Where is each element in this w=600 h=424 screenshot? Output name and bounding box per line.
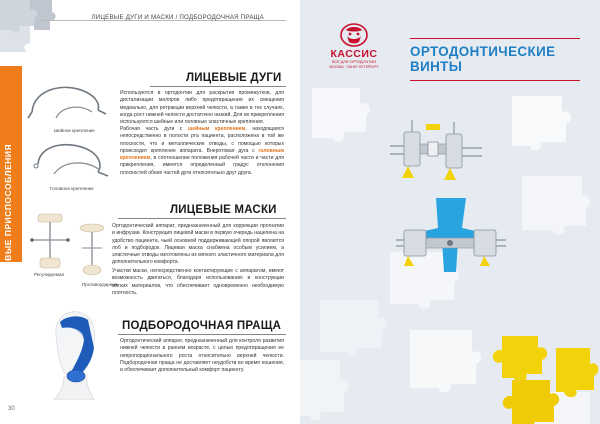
caption-headgear: Головное крепление [50,186,94,191]
face-bow-cervical-image [26,78,112,128]
face-bow-headgear-image [30,134,114,186]
logo-cities: МОСКВА · САНКТ-ПЕТЕРБУРГ [329,65,379,69]
page-number: 30 [8,406,15,412]
right-page [300,0,600,424]
yellow-puzzle-pieces [472,330,600,424]
title-rule [118,334,286,335]
logo-wordmark: КАССИС [330,48,378,60]
page-title [410,44,555,74]
page-title-line-1: ОРТОДОНТИЧЕСКИЕ [410,44,556,59]
face-masks-text-2: Участки маски, непосредственно контактирующие с аппаратом, имеют возможность двигаться, благодаря использованию в конструкции мягких материалов, что обеспечивает одновременно необходимую плотность. [112,268,284,296]
caption-adjustable: Регулируемая [34,272,65,277]
side-tab-label: ВНЕРОТОВЫЕ ПРИСПОСОБЛЕНИЯ [3,143,13,306]
page-title-line-2: ВИНТЫ [410,59,463,74]
title-top-rule [410,38,580,39]
section-title-chin-cup: ПОДБОРОДОЧНАЯ ПРАЩА [122,320,282,332]
face-masks-text-1: Ортодонтический аппарат, предназначенный для коррекции прогнатии и инфрузии. Конструкция лицевой маски в первую очередь нацелена на удобство пациента, чьей основной поддерживающей опорой являются лоб и подбородок. Лицевая маска снабжена особым усилием, а эластичные отводы изготовлены из мягкого эластичного материала для дополнительного комфорта. [112,223,284,266]
section-title-face-masks: ЛИЦЕВЫЕ МАСКИ [170,204,277,216]
face-mask-shockproof-image [76,222,108,278]
side-tab [0,66,22,306]
puzzle-corner-decoration [0,0,60,52]
expansion-screw-with-key-image [396,192,506,282]
kassis-logo [310,22,398,70]
face-mask-adjustable-image [28,212,72,272]
title-rule [150,86,286,87]
title-bottom-rule [410,80,580,81]
logo-emblem-icon [339,22,369,48]
face-bows-text-1: Используются в ортодонтии для раскрытия промежутков, для дистализации моляров либо предотвращения их смещения медиально, для ретракции верхней челюсти, а также в тех случаях, когда рост нижней челюсти достаточно низкий. Для их прикрепления используются шейные или головные эластичные крепления. [120,90,284,126]
expansion-screw-image [386,116,486,188]
caption-shockproof: Противоударная [82,282,118,287]
caption-cervical: Шейное крепление [54,128,95,133]
running-head: ЛИЦЕВЫЕ ДУГИ И МАСКИ / ПОДБОРОДОЧНАЯ ПРАЩА [91,14,264,21]
left-page [0,0,296,424]
chin-cup-text: Ортодонтический аппарат, предназначенный для контроля развития нижней челюсти в раннем возрасте, с целью предотвращения ее непропорционального роста относительно верхней челюсти. Подбородочная праща не доставляет неудобств во время ношения, и обеспечивает дополнительный комфорт пациенту. [120,338,284,374]
face-bows-text-2: Рабочая часть дуги с шейным креплением, находящаяся непосредственно в полости рта пациента, расположена в той же плоскости, что и металлические отводы, с помощью которых происходит крепление аппарата. Внеротовая дуга с головным креплением, в соотношении положения рабочей части и части для прикрепления, имеется определенный градус отклонения плоскостей обеих частей дуги относительно друг друга. [120,126,284,176]
title-rule [118,218,286,219]
section-title-face-bows: ЛИЦЕВЫЕ ДУГИ [186,72,282,84]
chin-cup-image [38,306,106,400]
logo-tagline: ВСЁ ДЛЯ ОРТОДОНТИИ [332,60,376,64]
